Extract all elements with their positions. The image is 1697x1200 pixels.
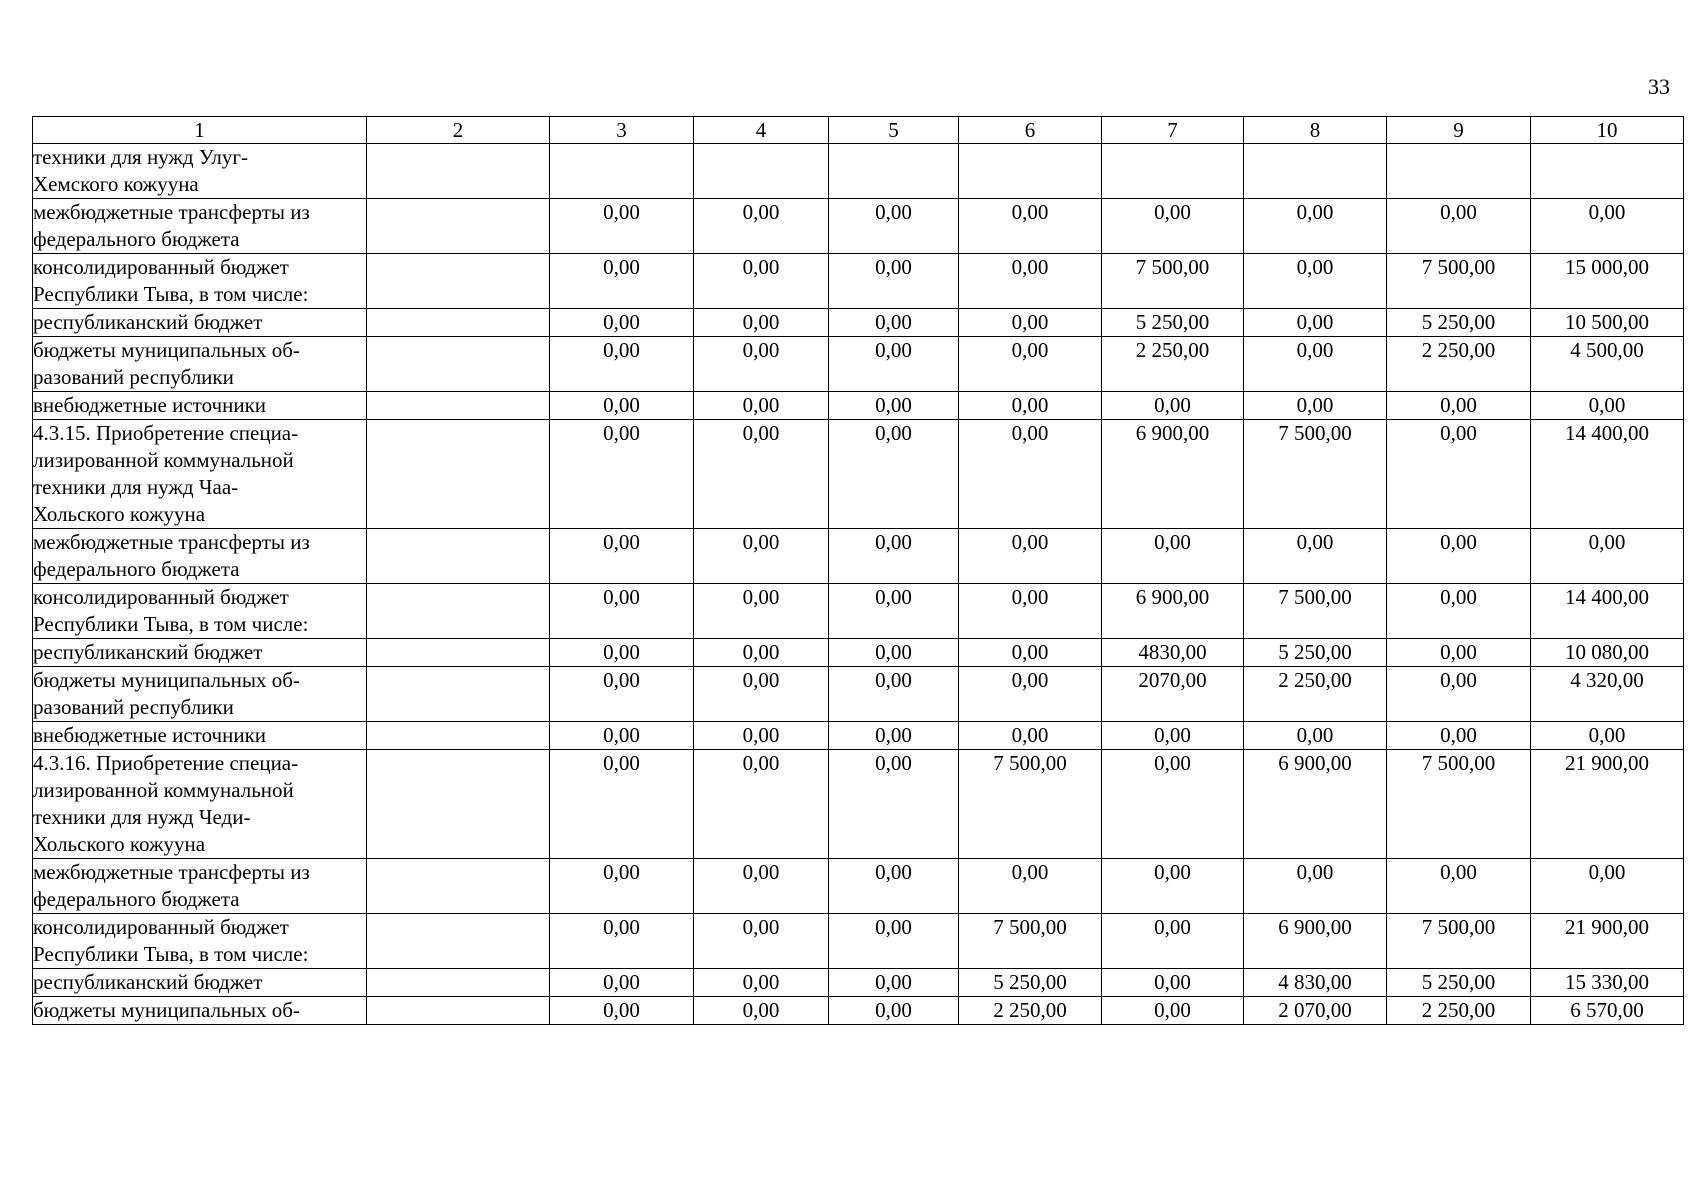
cell-column-4: 0,00 <box>694 337 829 392</box>
row-label <box>33 750 367 859</box>
cell-column-2 <box>367 309 550 337</box>
cell-column-7: 6 900,00 <box>1102 584 1244 639</box>
cell-column-5 <box>829 144 959 199</box>
cell-column-9: 0,00 <box>1387 392 1531 420</box>
cell-column-3: 0,00 <box>550 914 694 969</box>
column-header: 6 <box>959 117 1102 144</box>
row-label-line: техники для нужд Чеди- <box>33 805 251 829</box>
cell-column-10: 15 330,00 <box>1531 969 1684 997</box>
cell-column-10: 4 500,00 <box>1531 337 1684 392</box>
cell-column-6: 0,00 <box>959 309 1102 337</box>
cell-column-10: 21 900,00 <box>1531 750 1684 859</box>
column-header: 2 <box>367 117 550 144</box>
table-row <box>33 420 1684 529</box>
cell-column-3: 0,00 <box>550 997 694 1025</box>
table-row <box>33 997 1684 1025</box>
table-row <box>33 639 1684 667</box>
cell-column-7: 5 250,00 <box>1102 309 1244 337</box>
cell-column-5: 0,00 <box>829 392 959 420</box>
cell-column-9: 5 250,00 <box>1387 969 1531 997</box>
cell-column-3: 0,00 <box>550 969 694 997</box>
row-label-line: лизированной коммунальной <box>33 448 294 472</box>
cell-column-10: 0,00 <box>1531 859 1684 914</box>
cell-column-6: 0,00 <box>959 254 1102 309</box>
cell-column-4: 0,00 <box>694 420 829 529</box>
row-label <box>33 639 367 667</box>
cell-column-8: 6 900,00 <box>1244 914 1387 969</box>
cell-column-4: 0,00 <box>694 667 829 722</box>
cell-column-5: 0,00 <box>829 997 959 1025</box>
column-header: 4 <box>694 117 829 144</box>
cell-column-9 <box>1387 144 1531 199</box>
column-number-row <box>33 117 1684 144</box>
row-label-line: техники для нужд Улуг- <box>33 145 248 169</box>
cell-column-10: 14 400,00 <box>1531 420 1684 529</box>
table-row <box>33 969 1684 997</box>
row-label <box>33 722 367 750</box>
row-label <box>33 309 367 337</box>
table-row <box>33 337 1684 392</box>
row-label <box>33 667 367 722</box>
cell-column-3: 0,00 <box>550 722 694 750</box>
cell-column-7: 2070,00 <box>1102 667 1244 722</box>
cell-column-3: 0,00 <box>550 420 694 529</box>
row-label-line: республиканский бюджет <box>33 310 263 334</box>
row-label-line: разований республики <box>33 365 234 389</box>
cell-column-6: 0,00 <box>959 859 1102 914</box>
row-label-line: бюджеты муниципальных об- <box>33 668 300 692</box>
cell-column-9: 0,00 <box>1387 639 1531 667</box>
cell-column-4: 0,00 <box>694 584 829 639</box>
cell-column-3: 0,00 <box>550 859 694 914</box>
row-label <box>33 969 367 997</box>
table-row <box>33 199 1684 254</box>
table-row <box>33 309 1684 337</box>
row-label-line: техники для нужд Чаа- <box>33 475 239 499</box>
cell-column-6: 0,00 <box>959 420 1102 529</box>
cell-column-6: 0,00 <box>959 529 1102 584</box>
row-label <box>33 199 367 254</box>
cell-column-2 <box>367 392 550 420</box>
cell-column-9: 0,00 <box>1387 199 1531 254</box>
row-label-line: межбюджетные трансферты из <box>33 200 310 224</box>
cell-column-7: 0,00 <box>1102 722 1244 750</box>
cell-column-6: 0,00 <box>959 584 1102 639</box>
table-row <box>33 914 1684 969</box>
column-header: 10 <box>1531 117 1684 144</box>
cell-column-7: 0,00 <box>1102 392 1244 420</box>
cell-column-6: 0,00 <box>959 392 1102 420</box>
column-header: 5 <box>829 117 959 144</box>
row-label-line: Республики Тыва, в том числе: <box>33 612 309 636</box>
cell-column-6: 0,00 <box>959 667 1102 722</box>
cell-column-7: 0,00 <box>1102 914 1244 969</box>
cell-column-8: 0,00 <box>1244 254 1387 309</box>
row-label-line: бюджеты муниципальных об- <box>33 998 300 1022</box>
row-label-line: Хольского кожууна <box>33 502 206 526</box>
cell-column-2 <box>367 420 550 529</box>
cell-column-10: 6 570,00 <box>1531 997 1684 1025</box>
cell-column-9: 0,00 <box>1387 859 1531 914</box>
cell-column-8: 2 250,00 <box>1244 667 1387 722</box>
cell-column-4: 0,00 <box>694 254 829 309</box>
cell-column-4: 0,00 <box>694 309 829 337</box>
row-label <box>33 254 367 309</box>
row-label-line: консолидированный бюджет <box>33 255 289 279</box>
table-row <box>33 584 1684 639</box>
cell-column-9: 2 250,00 <box>1387 997 1531 1025</box>
row-label-line: бюджеты муниципальных об- <box>33 338 300 362</box>
cell-column-3: 0,00 <box>550 309 694 337</box>
row-label <box>33 392 367 420</box>
row-label-line: Хемского кожууна <box>33 172 199 196</box>
cell-column-5: 0,00 <box>829 199 959 254</box>
cell-column-2 <box>367 722 550 750</box>
row-label <box>33 420 367 529</box>
cell-column-9: 2 250,00 <box>1387 337 1531 392</box>
cell-column-6: 7 500,00 <box>959 914 1102 969</box>
cell-column-2 <box>367 997 550 1025</box>
cell-column-2 <box>367 584 550 639</box>
table-row <box>33 667 1684 722</box>
cell-column-6: 0,00 <box>959 337 1102 392</box>
cell-column-10: 4 320,00 <box>1531 667 1684 722</box>
row-label-line: 4.3.15. Приобретение специа- <box>33 421 299 445</box>
table-row <box>33 144 1684 199</box>
cell-column-8 <box>1244 144 1387 199</box>
cell-column-4: 0,00 <box>694 997 829 1025</box>
column-header: 8 <box>1244 117 1387 144</box>
cell-column-10: 21 900,00 <box>1531 914 1684 969</box>
table-row <box>33 529 1684 584</box>
budget-table <box>32 116 1684 1025</box>
table-body <box>33 144 1684 1025</box>
cell-column-8: 0,00 <box>1244 199 1387 254</box>
cell-column-10: 0,00 <box>1531 392 1684 420</box>
table-row <box>33 392 1684 420</box>
cell-column-4: 0,00 <box>694 914 829 969</box>
cell-column-8: 2 070,00 <box>1244 997 1387 1025</box>
cell-column-3: 0,00 <box>550 529 694 584</box>
cell-column-10: 0,00 <box>1531 199 1684 254</box>
cell-column-9: 7 500,00 <box>1387 254 1531 309</box>
row-label-line: 4.3.16. Приобретение специа- <box>33 751 299 775</box>
cell-column-8: 7 500,00 <box>1244 584 1387 639</box>
row-label-line: разований республики <box>33 695 234 719</box>
row-label-line: консолидированный бюджет <box>33 585 289 609</box>
cell-column-9: 0,00 <box>1387 584 1531 639</box>
cell-column-6: 0,00 <box>959 639 1102 667</box>
cell-column-3: 0,00 <box>550 199 694 254</box>
cell-column-7: 0,00 <box>1102 969 1244 997</box>
cell-column-7: 7 500,00 <box>1102 254 1244 309</box>
cell-column-6: 0,00 <box>959 722 1102 750</box>
row-label-line: Республики Тыва, в том числе: <box>33 282 309 306</box>
cell-column-3: 0,00 <box>550 639 694 667</box>
cell-column-2 <box>367 254 550 309</box>
cell-column-4: 0,00 <box>694 750 829 859</box>
cell-column-9: 7 500,00 <box>1387 914 1531 969</box>
cell-column-7: 2 250,00 <box>1102 337 1244 392</box>
cell-column-10: 10 500,00 <box>1531 309 1684 337</box>
cell-column-8: 0,00 <box>1244 722 1387 750</box>
cell-column-4: 0,00 <box>694 529 829 584</box>
column-header: 3 <box>550 117 694 144</box>
cell-column-6: 5 250,00 <box>959 969 1102 997</box>
cell-column-10: 0,00 <box>1531 722 1684 750</box>
cell-column-7: 6 900,00 <box>1102 420 1244 529</box>
cell-column-8: 7 500,00 <box>1244 420 1387 529</box>
column-header: 9 <box>1387 117 1531 144</box>
cell-column-8: 5 250,00 <box>1244 639 1387 667</box>
row-label-line: республиканский бюджет <box>33 970 263 994</box>
cell-column-5: 0,00 <box>829 309 959 337</box>
cell-column-4: 0,00 <box>694 199 829 254</box>
cell-column-4: 0,00 <box>694 722 829 750</box>
cell-column-7: 0,00 <box>1102 529 1244 584</box>
cell-column-10: 0,00 <box>1531 529 1684 584</box>
cell-column-5: 0,00 <box>829 969 959 997</box>
row-label-line: лизированной коммунальной <box>33 778 294 802</box>
cell-column-4 <box>694 144 829 199</box>
cell-column-8: 6 900,00 <box>1244 750 1387 859</box>
row-label <box>33 144 367 199</box>
row-label <box>33 584 367 639</box>
cell-column-6: 0,00 <box>959 199 1102 254</box>
cell-column-2 <box>367 529 550 584</box>
cell-column-3: 0,00 <box>550 667 694 722</box>
row-label-line: федерального бюджета <box>33 557 240 581</box>
row-label-line: внебюджетные источники <box>33 393 267 417</box>
cell-column-5: 0,00 <box>829 639 959 667</box>
cell-column-5: 0,00 <box>829 859 959 914</box>
cell-column-3 <box>550 144 694 199</box>
cell-column-9: 0,00 <box>1387 667 1531 722</box>
cell-column-10: 15 000,00 <box>1531 254 1684 309</box>
cell-column-4: 0,00 <box>694 639 829 667</box>
row-label <box>33 997 367 1025</box>
cell-column-7: 4830,00 <box>1102 639 1244 667</box>
cell-column-5: 0,00 <box>829 914 959 969</box>
table-row <box>33 750 1684 859</box>
cell-column-10 <box>1531 144 1684 199</box>
page-number: 33 <box>1648 74 1670 99</box>
cell-column-6: 7 500,00 <box>959 750 1102 859</box>
cell-column-8: 0,00 <box>1244 529 1387 584</box>
cell-column-2 <box>367 639 550 667</box>
table-row <box>33 859 1684 914</box>
cell-column-7: 0,00 <box>1102 750 1244 859</box>
row-label-line: внебюджетные источники <box>33 723 267 747</box>
row-label <box>33 859 367 914</box>
cell-column-3: 0,00 <box>550 337 694 392</box>
cell-column-2 <box>367 969 550 997</box>
row-label <box>33 914 367 969</box>
cell-column-5: 0,00 <box>829 667 959 722</box>
column-header: 7 <box>1102 117 1244 144</box>
cell-column-7: 0,00 <box>1102 199 1244 254</box>
cell-column-2 <box>367 144 550 199</box>
cell-column-8: 0,00 <box>1244 309 1387 337</box>
row-label-line: федерального бюджета <box>33 227 240 251</box>
cell-column-3: 0,00 <box>550 584 694 639</box>
cell-column-10: 10 080,00 <box>1531 639 1684 667</box>
cell-column-5: 0,00 <box>829 529 959 584</box>
cell-column-8: 0,00 <box>1244 337 1387 392</box>
cell-column-2 <box>367 337 550 392</box>
cell-column-9: 0,00 <box>1387 529 1531 584</box>
cell-column-4: 0,00 <box>694 859 829 914</box>
cell-column-9: 0,00 <box>1387 722 1531 750</box>
cell-column-5: 0,00 <box>829 750 959 859</box>
cell-column-3: 0,00 <box>550 392 694 420</box>
cell-column-7: 0,00 <box>1102 997 1244 1025</box>
cell-column-2 <box>367 750 550 859</box>
cell-column-8: 0,00 <box>1244 859 1387 914</box>
cell-column-5: 0,00 <box>829 722 959 750</box>
row-label-line: федерального бюджета <box>33 887 240 911</box>
cell-column-5: 0,00 <box>829 420 959 529</box>
cell-column-3: 0,00 <box>550 254 694 309</box>
cell-column-6: 2 250,00 <box>959 997 1102 1025</box>
cell-column-6 <box>959 144 1102 199</box>
cell-column-7 <box>1102 144 1244 199</box>
cell-column-4: 0,00 <box>694 969 829 997</box>
row-label-line: межбюджетные трансферты из <box>33 530 310 554</box>
cell-column-9: 5 250,00 <box>1387 309 1531 337</box>
row-label <box>33 337 367 392</box>
cell-column-5: 0,00 <box>829 337 959 392</box>
cell-column-8: 0,00 <box>1244 392 1387 420</box>
row-label-line: Республики Тыва, в том числе: <box>33 942 309 966</box>
cell-column-3: 0,00 <box>550 750 694 859</box>
row-label <box>33 529 367 584</box>
row-label-line: межбюджетные трансферты из <box>33 860 310 884</box>
column-header: 1 <box>33 117 367 144</box>
cell-column-2 <box>367 914 550 969</box>
cell-column-10: 14 400,00 <box>1531 584 1684 639</box>
cell-column-9: 0,00 <box>1387 420 1531 529</box>
cell-column-8: 4 830,00 <box>1244 969 1387 997</box>
cell-column-2 <box>367 199 550 254</box>
cell-column-2 <box>367 667 550 722</box>
cell-column-5: 0,00 <box>829 584 959 639</box>
cell-column-5: 0,00 <box>829 254 959 309</box>
cell-column-7: 0,00 <box>1102 859 1244 914</box>
row-label-line: Хольского кожууна <box>33 832 206 856</box>
cell-column-4: 0,00 <box>694 392 829 420</box>
table-row <box>33 722 1684 750</box>
cell-column-9: 7 500,00 <box>1387 750 1531 859</box>
row-label-line: консолидированный бюджет <box>33 915 289 939</box>
row-label-line: республиканский бюджет <box>33 640 263 664</box>
table-row <box>33 254 1684 309</box>
cell-column-2 <box>367 859 550 914</box>
